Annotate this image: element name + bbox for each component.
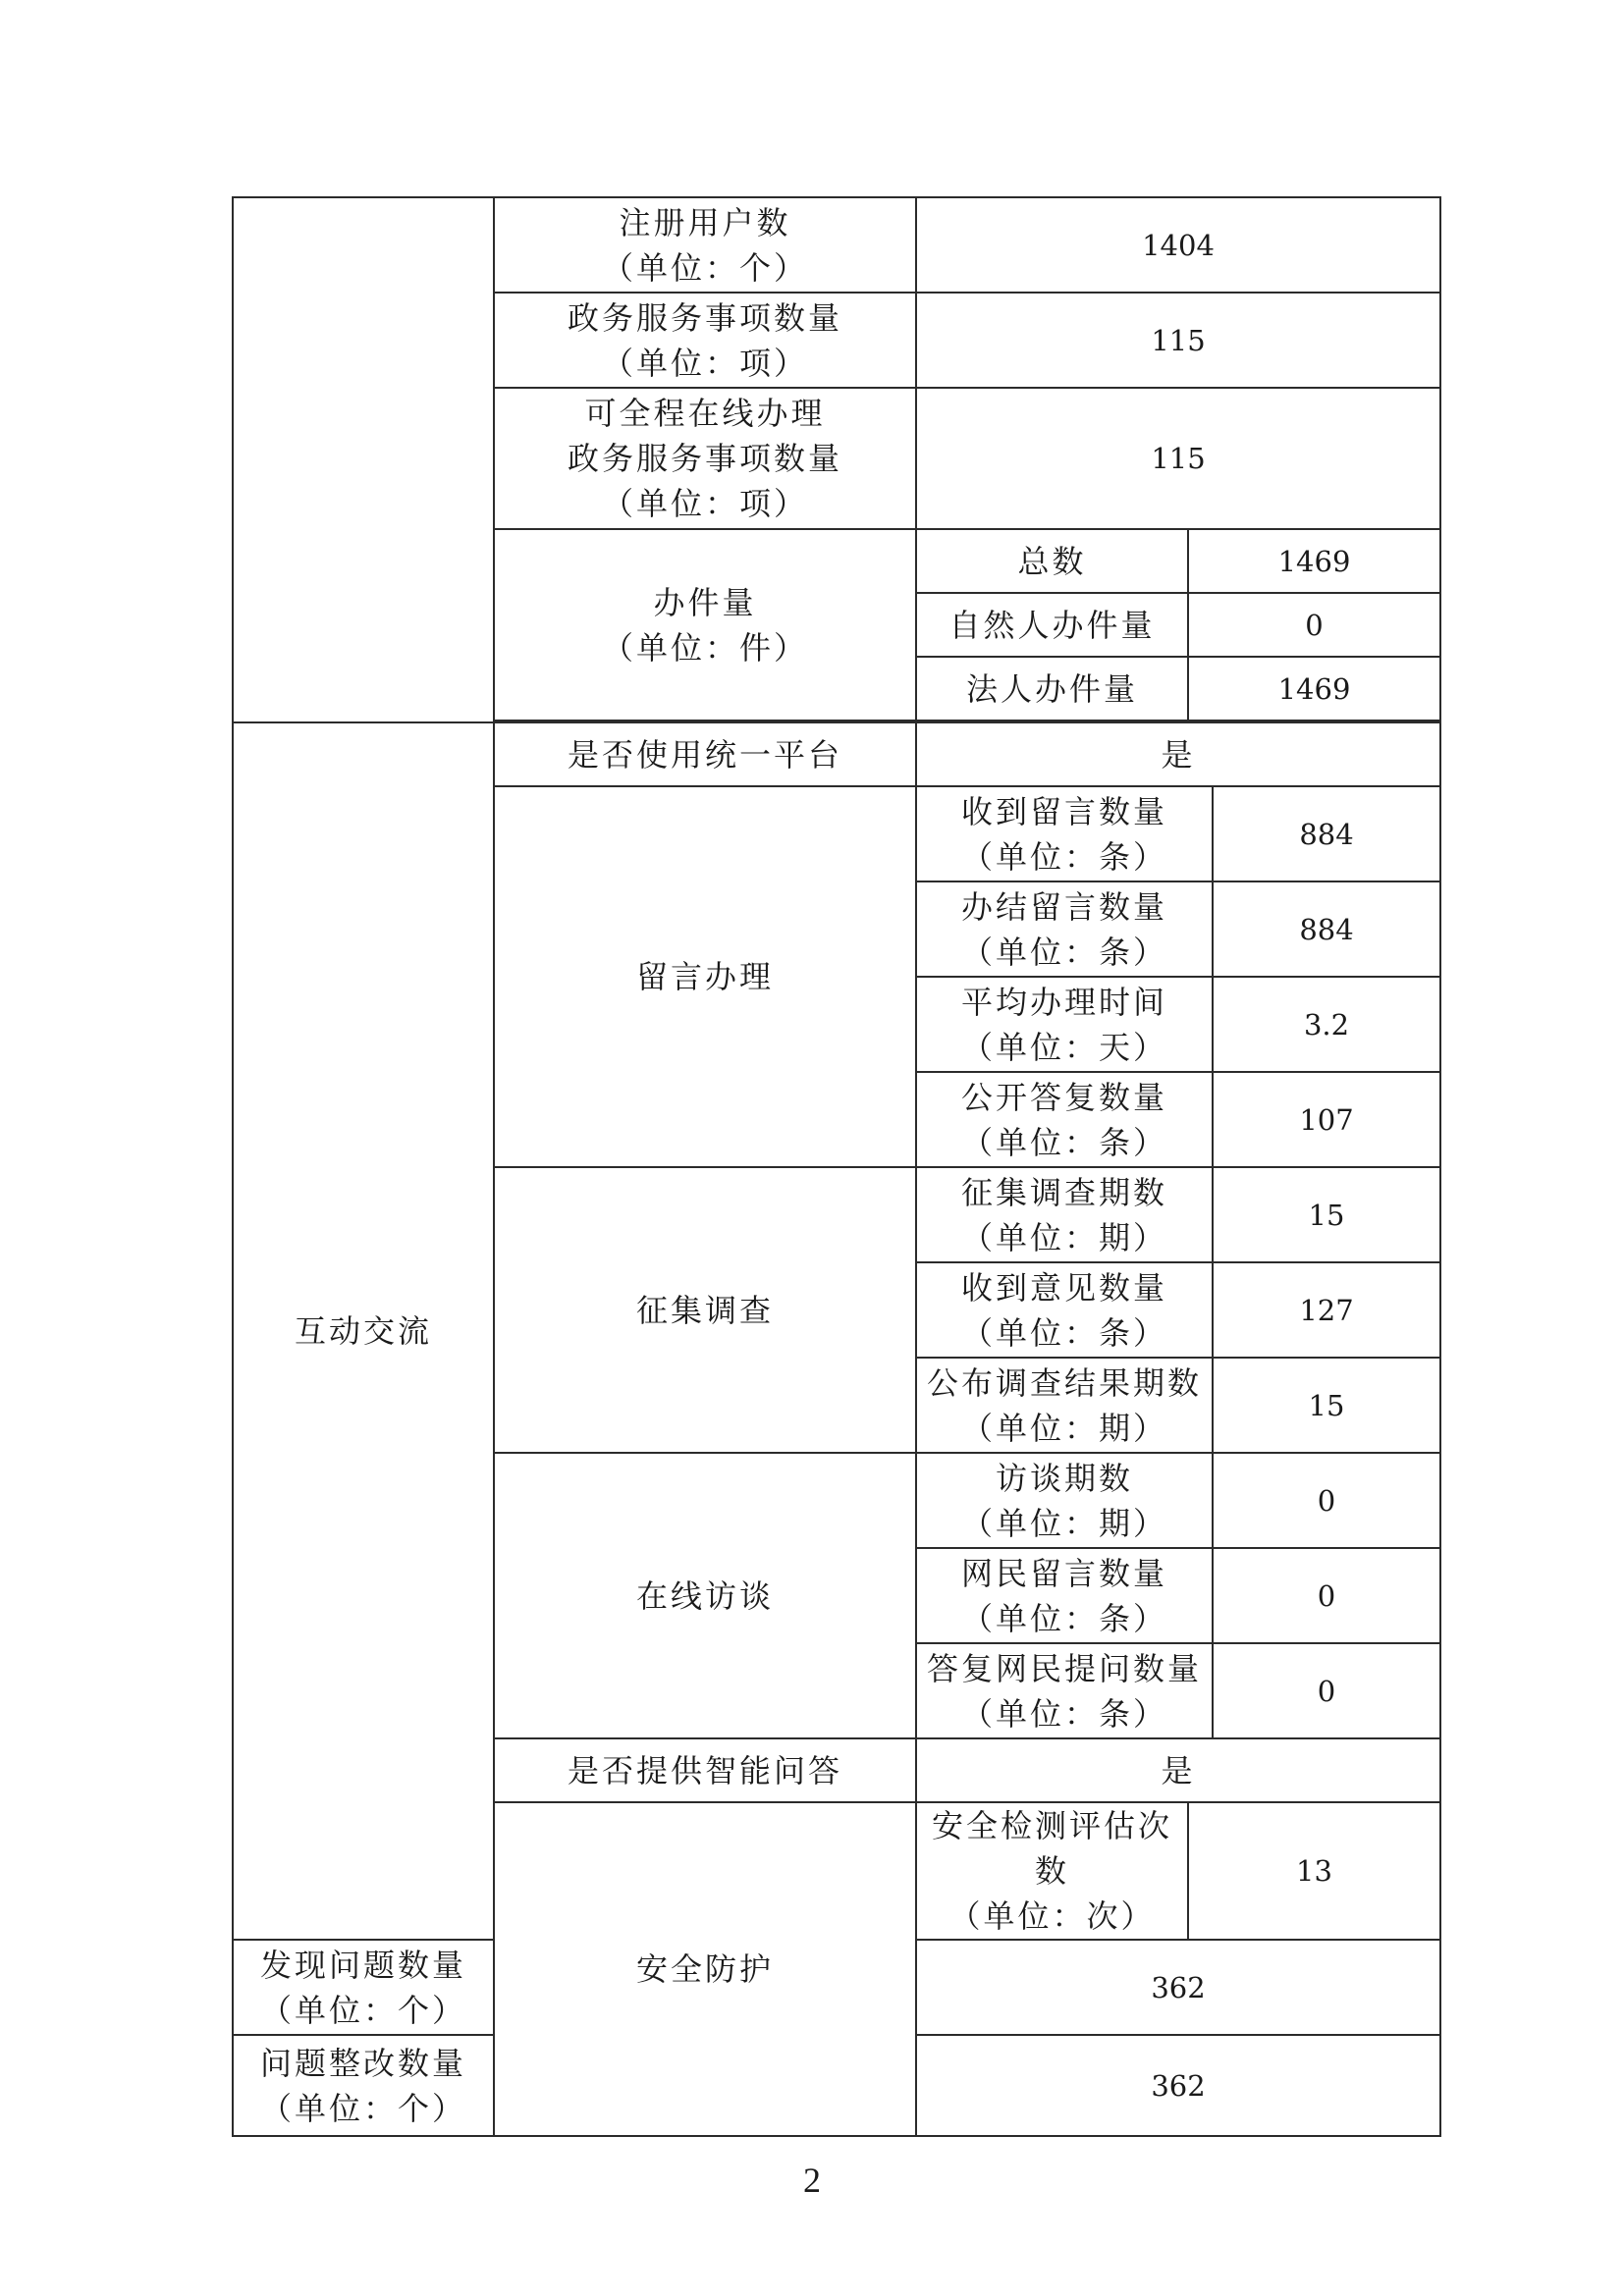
value-smart-qa: 是 [916,1738,1440,1802]
row-label-registered-users: 注册用户数 （单位：个） [494,197,916,293]
page-number: 2 [803,2161,821,2200]
value-survey-periods: 15 [1213,1167,1440,1262]
value-results: 15 [1213,1358,1440,1453]
sub-label-closed: 办结留言数量 （单位：条） [916,881,1213,977]
value-unified-platform: 是 [916,722,1440,786]
sub-label-interview-periods: 访谈期数 （单位：期） [916,1453,1213,1548]
sub-label-answers: 答复网民提问数量 （单位：条） [916,1643,1213,1738]
value-registered-users: 1404 [916,197,1440,293]
value-assessments: 13 [1188,1802,1440,1940]
sub-label-avg-time: 平均办理时间 （单位：天） [916,977,1213,1072]
value-answers: 0 [1213,1643,1440,1738]
value-handling-total: 1469 [1188,529,1440,593]
value-public-replies: 107 [1213,1072,1440,1167]
sub-label-survey-periods: 征集调查期数 （单位：期） [916,1167,1213,1262]
value-netizen-messages: 0 [1213,1548,1440,1643]
sub-label-results: 公布调查结果期数 （单位：期） [916,1358,1213,1453]
table-row [233,722,1440,786]
group-label-messages: 留言办理 [494,786,916,1167]
value-problems: 362 [916,1940,1440,2035]
group-label-survey: 征集调查 [494,1167,916,1453]
sub-label-natural: 自然人办件量 [916,593,1188,657]
value-received: 884 [1213,786,1440,881]
row-label-online-items: 可全程在线办理 政务服务事项数量 （单位：项） [494,388,916,529]
row-label-unified-platform: 是否使用统一平台 [494,722,916,786]
row-label-assessments: 安全检测评估次数 （单位：次） [916,1802,1188,1940]
sub-label-total: 总数 [916,529,1188,593]
value-closed: 884 [1213,881,1440,977]
sub-label-opinions: 收到意见数量 （单位：条） [916,1262,1213,1358]
row-label-service-items: 政务服务事项数量 （单位：项） [494,293,916,388]
sub-label-netizen-messages: 网民留言数量 （单位：条） [916,1548,1213,1643]
sub-label-public-replies: 公开答复数量 （单位：条） [916,1072,1213,1167]
value-online-items: 115 [916,388,1440,529]
group-label-interview: 在线访谈 [494,1453,916,1738]
value-avg-time: 3.2 [1213,977,1440,1072]
section-label-security: 安全防护 [494,1802,916,2136]
value-fixed: 362 [916,2035,1440,2136]
value-service-items: 115 [916,293,1440,388]
section-cell-empty [233,197,494,722]
value-handling-natural: 0 [1188,593,1440,657]
statistics-table [232,196,1441,2137]
value-interview-periods: 0 [1213,1453,1440,1548]
value-opinions: 127 [1213,1262,1440,1358]
row-label-handling: 办件量 （单位：件） [494,529,916,721]
sub-label-legal: 法人办件量 [916,657,1188,721]
table-row [233,197,1440,293]
sub-label-received: 收到留言数量 （单位：条） [916,786,1213,881]
row-label-fixed: 问题整改数量 （单位：个） [233,2035,494,2136]
row-label-problems: 发现问题数量 （单位：个） [233,1940,494,2035]
value-handling-legal: 1469 [1188,657,1440,721]
section-label-interaction: 互动交流 [233,722,494,1940]
row-label-smart-qa: 是否提供智能问答 [494,1738,916,1802]
